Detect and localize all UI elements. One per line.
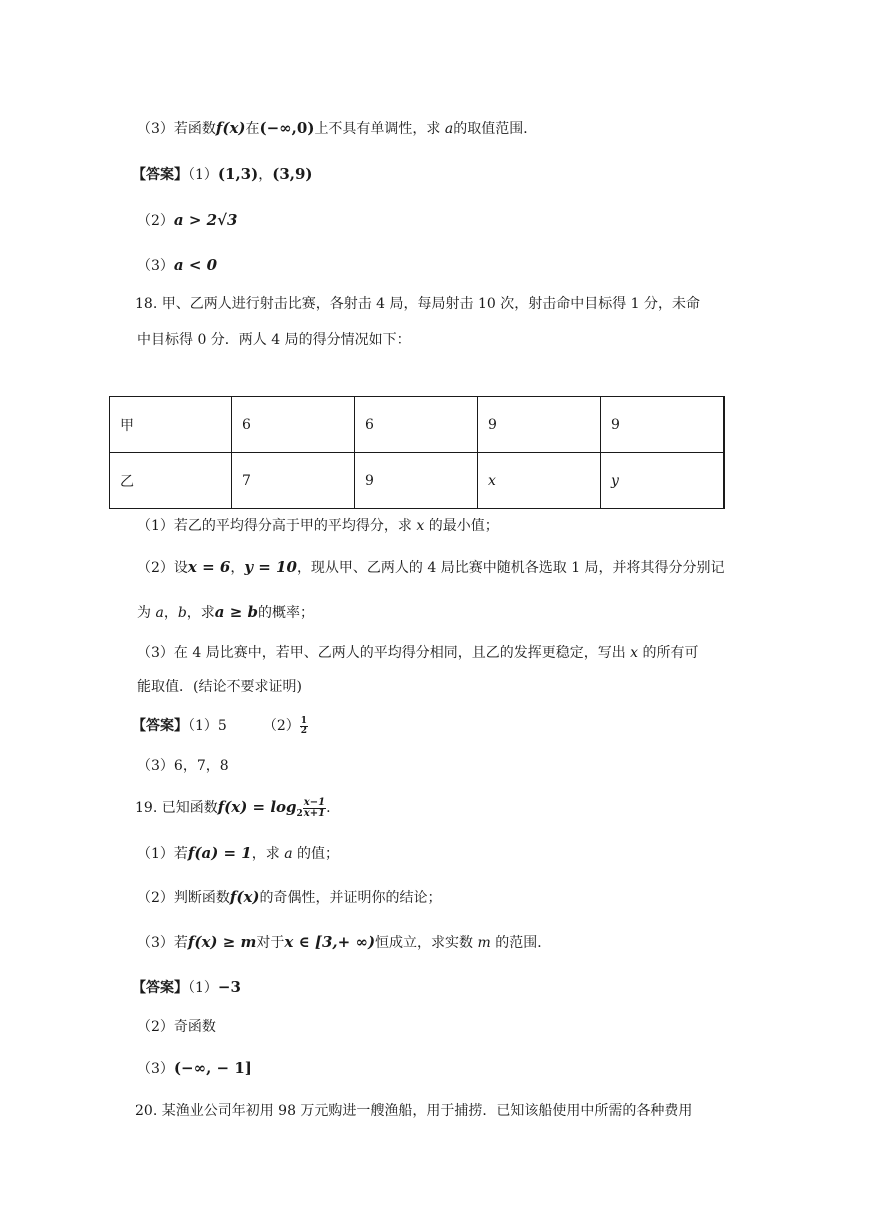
q18-answer-1: 【答案】（1）5 （2） $\frac{1}{2}$ [132, 715, 308, 736]
q17-answer-3: （3）a < 0 [137, 256, 218, 274]
q18-part2-line1: （2）设x = 6，y = 10，现从甲、乙两人的 4 局比赛中随机各选取 1 局，并将其得分分别记 [137, 558, 725, 576]
fraction: $\frac{x-1}{x+1}$ [303, 796, 326, 819]
q20-stem-line1: 20. 某渔业公司年初用 98 万元购进一艘渔船，用于捕捞．已知该船使用中所需的各种费用 [135, 1103, 693, 1119]
table-cell: 9 [355, 453, 478, 509]
table-cell: 9 [478, 397, 601, 453]
score-table [109, 396, 725, 509]
q19-part3: （3）若f(x) ≥ m对于x ∈ [3,+ ∞)恒成立，求实数 m 的范围． [137, 933, 552, 951]
q17-answer-2: （2）a > 2√3 [137, 211, 238, 229]
q19-stem: 19. 已知函数$f(x) = \log_2$ $\frac{x-1}{x+1}$ . [135, 796, 331, 819]
q19-part1: （1）若f(a) = 1，求 a 的值； [137, 844, 340, 862]
table-cell: 6 [355, 397, 478, 453]
q19-answer-2: （2）奇函数 [137, 1019, 216, 1035]
table-cell: 乙 [110, 453, 232, 509]
table-cell: 9 [601, 397, 725, 453]
q19-answer-3: （3）(−∞, − 1] [137, 1059, 252, 1077]
table-cell: x [478, 453, 601, 509]
table-row [110, 397, 725, 453]
q18-stem-line1: 18. 甲、乙两人进行射击比赛，各射击 4 局，每局射击 10 次，射击命中目标得 1 分，未命 [135, 296, 701, 312]
q18-answer-3: （3）6，7，8 [137, 758, 229, 774]
q18-stem-line2: 中目标得 0 分．两人 4 局的得分情况如下： [137, 332, 411, 348]
q18-part1: （1）若乙的平均得分高于甲的平均得分，求 x 的最小值； [137, 518, 499, 534]
q17-answer-1: 【答案】（1）(1,3)，(3,9) [132, 165, 313, 183]
q17-part3: （3）若函数f(x)在(−∞,0)上不具有单调性，求 a的取值范围． [137, 119, 538, 137]
table-cell: 6 [232, 397, 355, 453]
table-cell: y [601, 453, 725, 509]
q19-part2: （2）判断函数f(x)的奇偶性，并证明你的结论； [137, 888, 442, 906]
q18-part3-line2: 能取值．(结论不要求证明) [137, 679, 302, 695]
table-row [110, 453, 725, 509]
q18-part2-line2: 为 a，b，求a ≥ b的概率； [137, 603, 315, 621]
q18-part3-line1: （3）在 4 局比赛中，若甲、乙两人的平均得分相同，且乙的发挥更稳定，写出 x 的所有可 [137, 645, 699, 661]
table-cell: 甲 [110, 397, 232, 453]
table-cell: 7 [232, 453, 355, 509]
fraction: $\frac{1}{2}$ [300, 715, 308, 736]
q19-answer-1: 【答案】（1）−3 [132, 978, 241, 996]
